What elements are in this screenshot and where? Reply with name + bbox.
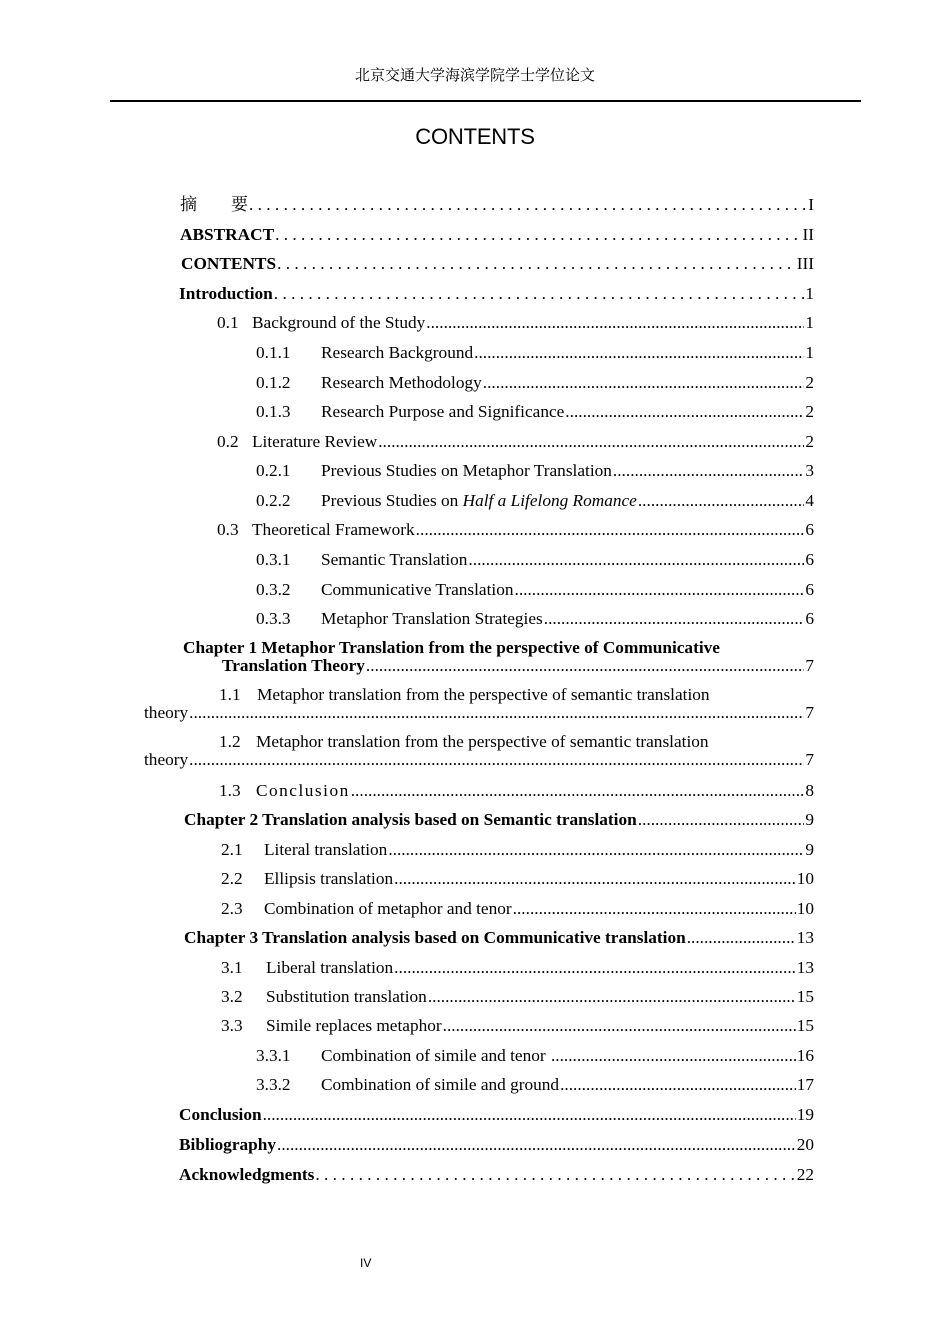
toc-label: Simile replaces metaphor (266, 1016, 442, 1035)
leader-dots (560, 1075, 796, 1095)
leader-dots (366, 657, 804, 675)
toc-number: 0.3.2 (256, 580, 291, 599)
toc-entry-0-3-2[interactable] (256, 580, 814, 600)
toc-label: Combination of simile and tenor (321, 1046, 550, 1065)
toc-label: Metaphor Translation Strategies (321, 609, 543, 628)
toc-number: 0.1.3 (256, 402, 291, 421)
toc-entry-1-1-line1[interactable] (219, 686, 710, 704)
leader-dots (513, 899, 796, 919)
toc-label: theory (144, 750, 189, 769)
leader-dots (474, 343, 804, 363)
toc-entry-1-3[interactable] (219, 781, 814, 801)
toc-label: Bibliography (179, 1135, 276, 1154)
toc-entry-0-3[interactable] (217, 520, 814, 540)
toc-label: Chapter 2 Translation analysis based on Semantic translation (184, 810, 637, 829)
toc-chapter-1-line2[interactable] (222, 657, 814, 675)
toc-number: 0.1.1 (256, 343, 291, 362)
leader-dots (468, 550, 804, 570)
toc-entry-0-1-2[interactable] (256, 373, 814, 393)
toc-label: Semantic Translation (321, 550, 468, 569)
toc-entry-2-2[interactable] (221, 869, 814, 889)
toc-number: 1.2 (219, 732, 241, 751)
toc-label: Communicative Translation (321, 580, 514, 599)
toc-page: 10 (796, 899, 814, 918)
toc-page: 19 (796, 1105, 814, 1124)
leader-dots (426, 313, 804, 333)
toc-number: 2.3 (221, 899, 243, 918)
toc-entry-0-3-1[interactable] (256, 550, 814, 570)
toc-page: 17 (796, 1075, 814, 1094)
leader-dots (428, 987, 796, 1007)
leader-dots (394, 869, 796, 889)
toc-label: Translation Theory (222, 656, 365, 675)
leader-dots (263, 1105, 796, 1125)
leader-dots (638, 491, 805, 511)
leader-dots (551, 1046, 796, 1066)
toc-entry-0-3-3[interactable] (256, 609, 814, 629)
toc-entry-0-2-1[interactable] (256, 461, 814, 481)
toc-entry-1-2-line2[interactable] (144, 751, 814, 769)
toc-entry-2-3[interactable] (221, 899, 814, 919)
toc-entry-introduction[interactable] (179, 284, 814, 304)
toc-label: Literature Review (252, 432, 378, 451)
leader-dots (378, 432, 804, 452)
toc-page: 13 (796, 928, 814, 947)
toc-label: Conclusion (179, 1105, 262, 1124)
toc-number: 3.3.2 (256, 1075, 291, 1094)
toc-label: Research Purpose and Significance (321, 402, 565, 421)
leader-dots (638, 810, 805, 830)
leader-dots (394, 958, 796, 978)
toc-label: Introduction (179, 284, 273, 303)
toc-entry-abstract-cn[interactable] (180, 195, 814, 215)
leader-dots (515, 580, 805, 600)
toc-page: 6 (805, 550, 814, 569)
toc-number: 1.3 (219, 781, 241, 800)
toc-label: Background of the Study (252, 313, 426, 332)
leader-dots (189, 704, 804, 722)
toc-label (321, 491, 637, 511)
toc-page: 6 (805, 520, 814, 539)
leader-dots (274, 284, 805, 304)
toc-page: 7 (805, 750, 814, 769)
toc-label: Previous Studies on Metaphor Translation (321, 461, 612, 480)
toc-page: 6 (805, 580, 814, 599)
toc-entry-contents[interactable] (181, 254, 814, 274)
toc-page: 20 (796, 1135, 814, 1154)
toc-page: 2 (805, 373, 814, 392)
toc-entry-3-3-1[interactable] (256, 1046, 814, 1066)
toc-page: 1 (805, 313, 814, 332)
toc-page: 7 (805, 656, 814, 675)
toc-page: 15 (796, 1016, 814, 1035)
toc-entry-3-1[interactable] (221, 958, 814, 978)
toc-number: 0.1 (217, 313, 239, 332)
toc-label: Literal translation (264, 840, 388, 859)
toc-label: Research Background (321, 343, 474, 362)
toc-entry-abstract[interactable] (180, 225, 814, 245)
toc-page: 16 (796, 1046, 814, 1065)
leader-dots (483, 373, 805, 393)
toc-chapter-1-line1[interactable]: Chapter 1 Metaphor Translation from the perspective of Communicative (183, 638, 720, 657)
leader-dots (388, 840, 804, 860)
leader-dots (275, 225, 801, 245)
page-header: 北京交通大学海滨学院学士学位论文 (354, 66, 595, 84)
toc-page: 3 (805, 461, 814, 480)
toc-entry-1-2-line1[interactable] (219, 733, 709, 751)
toc-label: Chapter 3 Translation analysis based on Communicative translation (184, 928, 686, 947)
leader-dots (613, 461, 804, 481)
toc-label: Liberal translation (266, 958, 394, 977)
leader-dots (351, 781, 805, 801)
toc-page: 6 (805, 609, 814, 628)
leader-dots (443, 1016, 796, 1036)
leader-dots (315, 1165, 795, 1185)
toc-page: 4 (805, 491, 814, 510)
toc-number: 0.1.2 (256, 373, 291, 392)
toc-number: 2.1 (221, 840, 243, 859)
toc-entry-3-3[interactable] (221, 1016, 814, 1036)
toc-page: 10 (796, 869, 814, 888)
toc-page: 2 (805, 402, 814, 421)
toc-entry-conclusion[interactable] (179, 1105, 814, 1125)
toc-label: Conclusion (256, 781, 350, 800)
toc-page: 13 (796, 958, 814, 977)
toc-page: III (796, 254, 814, 273)
toc-page: 15 (796, 987, 814, 1006)
toc-label-prefix: Previous Studies on (321, 491, 463, 510)
toc-entry-bibliography[interactable] (179, 1135, 814, 1155)
toc-page: 1 (805, 343, 814, 362)
toc-entry-0-1[interactable] (217, 313, 814, 333)
toc-number: 3.1 (221, 958, 243, 977)
toc-number: 0.2.1 (256, 461, 291, 480)
leader-dots (277, 1135, 796, 1155)
toc-label: 摘 要 (180, 195, 248, 215)
toc-entry-1-1-line2[interactable] (144, 704, 814, 722)
toc-label: Ellipsis translation (264, 869, 394, 888)
toc-page: 2 (805, 432, 814, 451)
toc-label: Combination of metaphor and tenor (264, 899, 512, 918)
toc-entry-0-2[interactable] (217, 432, 814, 452)
toc-number: 0.3 (217, 520, 239, 539)
leader-dots (544, 609, 805, 629)
toc-label: Acknowledgments (179, 1165, 315, 1184)
toc-page: 7 (805, 703, 814, 722)
leader-dots (687, 928, 796, 948)
toc-page: 1 (805, 284, 814, 303)
leader-dots (565, 402, 804, 422)
leader-dots (277, 254, 796, 274)
toc-page: 22 (796, 1165, 814, 1184)
page-title: CONTENTS (415, 124, 535, 149)
toc-number: 0.2 (217, 432, 239, 451)
toc-entry-acknowledgments[interactable] (179, 1165, 814, 1185)
toc-number: 0.3.1 (256, 550, 291, 569)
toc-label: CONTENTS (181, 254, 277, 273)
toc-number: 1.1 (219, 685, 241, 704)
toc-label-italic-title: Half a Lifelong Romance (462, 491, 637, 510)
toc-entry-3-3-2[interactable] (256, 1075, 814, 1095)
page-number: IV (360, 1256, 372, 1270)
toc-entry-3-2[interactable] (221, 987, 814, 1007)
toc-label: Metaphor translation from the perspective of semantic translation (256, 732, 709, 751)
toc-number: 2.2 (221, 869, 243, 888)
toc-chapter-2[interactable] (184, 810, 814, 830)
toc-label: Combination of simile and ground (321, 1075, 560, 1094)
toc-page: 9 (805, 810, 814, 829)
toc-entry-0-1-1[interactable] (256, 343, 814, 363)
toc-entry-0-2-2[interactable] (256, 491, 814, 511)
toc-number: 3.2 (221, 987, 243, 1006)
toc-label: ABSTRACT (180, 225, 275, 244)
toc-number: 3.3.1 (256, 1046, 291, 1065)
toc-label: Theoretical Framework (252, 520, 415, 539)
toc-entry-0-1-3[interactable] (256, 402, 814, 422)
toc-page: II (802, 225, 814, 244)
toc-label: Metaphor translation from the perspective of semantic translation (257, 685, 710, 704)
toc-number: 3.3 (221, 1016, 243, 1035)
toc-chapter-3[interactable] (184, 928, 814, 948)
toc-label: Substitution translation (266, 987, 427, 1006)
toc-number: 0.3.3 (256, 609, 291, 628)
toc-label: Research Methodology (321, 373, 482, 392)
toc-entry-2-1[interactable] (221, 840, 814, 860)
toc-page: 9 (805, 840, 814, 859)
leader-dots (189, 751, 804, 769)
toc-page: I (808, 195, 814, 214)
toc-number: 0.2.2 (256, 491, 291, 510)
leader-dots (249, 195, 807, 215)
toc-page: 8 (805, 781, 814, 800)
toc-label: theory (144, 703, 189, 722)
leader-dots (416, 520, 805, 540)
